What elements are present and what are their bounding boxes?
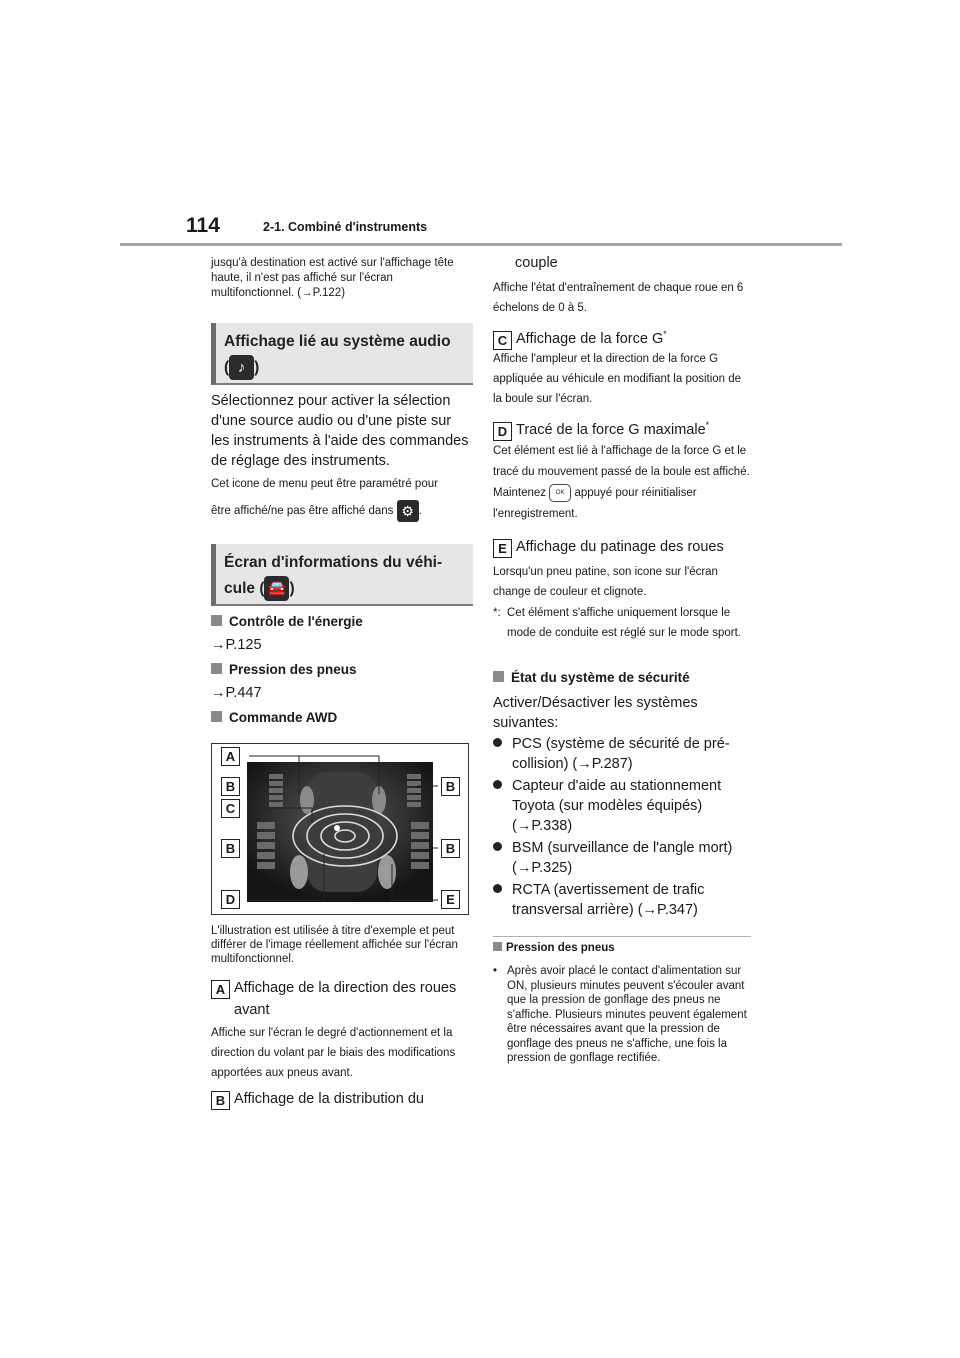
audio-note-line1: Cet icone de menu peut être paramétré pour bbox=[211, 478, 438, 490]
figure-caption: L'illustration est utilisée à titre d'exemple et peut différer de l'image réellement affichée sur l'écran multifonctionnel. bbox=[211, 925, 458, 965]
figure-label-b-bottom-left: B bbox=[221, 839, 240, 858]
intro-text: jusqu'à destination est activé sur l'affichage tête haute, il n'est pas affiché sur l'écran multifonctionnel. (→P.122) bbox=[211, 257, 454, 299]
item-b-body: Affiche l'état d'entraînement de chaque roue en 6 échelons de 0 à 5. bbox=[493, 282, 744, 314]
safety-list bbox=[493, 734, 751, 920]
list-item bbox=[493, 734, 751, 774]
square-bullet-icon bbox=[211, 663, 222, 674]
figure-label-b-top-left: B bbox=[221, 777, 240, 796]
item-d-star: * bbox=[705, 420, 710, 430]
square-bullet-icon bbox=[493, 942, 502, 951]
vehicle-heading-line2 bbox=[224, 576, 467, 602]
item-b-title-line1: Affichage de la distribution du bbox=[234, 1091, 424, 1107]
footnote-mark: *: bbox=[493, 607, 501, 619]
paren-open: ( bbox=[224, 359, 230, 376]
gear-icon: ⚙ bbox=[397, 500, 419, 522]
figure-label-e: E bbox=[441, 890, 460, 909]
audio-note bbox=[211, 474, 473, 522]
vehicle-heading bbox=[211, 544, 473, 606]
tire-ref[interactable]: →P.447 bbox=[211, 685, 262, 701]
energy-title: Contrôle de l'énergie bbox=[229, 614, 363, 629]
item-c-title bbox=[493, 324, 751, 350]
square-bullet-icon bbox=[211, 711, 222, 722]
list-item bbox=[493, 880, 751, 920]
energy-item bbox=[211, 614, 473, 655]
figure-label-c: C bbox=[221, 799, 240, 818]
square-bullet-icon bbox=[493, 671, 504, 682]
tire-item bbox=[211, 662, 473, 703]
item-d-title-text: Tracé de la force G maximale bbox=[516, 421, 706, 438]
vehicle-paren-close: ) bbox=[289, 580, 295, 597]
safety-body: Activer/Désactiver les systèmes suivantes: bbox=[493, 695, 698, 731]
note-body-text: Après avoir placé le contact d'alimentation sur ON, plusieurs minutes peuvent s'écouler avant que la pression de gonflage des pneus ne s'affiche. Plusieurs minutes peuvent également être nécessaires avant que la pression de gonflage des pneus ne s'affiche, une fois la pression de gonflage rectifiée. bbox=[507, 965, 747, 1064]
item-d-body bbox=[493, 441, 751, 525]
bullet-dot-icon bbox=[493, 884, 502, 893]
audio-note-end: . bbox=[418, 505, 422, 518]
item-b-title bbox=[211, 1089, 473, 1110]
label-d-badge: D bbox=[493, 422, 512, 441]
item-e-title-text: Affichage du patinage des roues bbox=[516, 539, 724, 555]
item-b-title-line2: couple bbox=[515, 255, 558, 271]
footnote bbox=[493, 603, 751, 643]
leader-lines bbox=[212, 744, 470, 916]
footnote-text: Cet élément s'affiche uniquement lorsque le mode de conduite est réglé sur le mode sport. bbox=[507, 607, 741, 639]
item-c-body: Affiche l'ampleur et la direction de la force G appliquée au véhicule en modifiant la position de la boule sur l'écran. bbox=[493, 353, 742, 405]
awd-title: Commande AWD bbox=[229, 710, 338, 725]
label-c-badge: C bbox=[493, 331, 512, 350]
audio-heading bbox=[211, 323, 473, 385]
item-a-title-line1: Affichage de la direction des roues bbox=[234, 980, 457, 996]
awd-figure bbox=[211, 743, 469, 915]
item-d-title bbox=[493, 415, 751, 441]
item-a-title bbox=[211, 977, 473, 1021]
bullet-dot-icon bbox=[493, 780, 502, 789]
audio-note-line2 bbox=[211, 500, 473, 522]
safety-item-parking: Capteur d'aide au stationnement Toyota (sur modèles équipés) (→P.338) bbox=[512, 778, 722, 834]
music-note-icon: ♪ bbox=[229, 355, 254, 380]
awd-item bbox=[211, 710, 473, 725]
list-item bbox=[493, 838, 751, 878]
audio-body: Sélectionnez pour activer la sélection d'une source audio ou d'une piste sur les instruments à l'aide des commandes de réglage des instruments. bbox=[211, 393, 469, 469]
item-a-body: Affiche sur l'écran le degré d'actionnement et la direction du volant par le biais des modifications apportées aux pneus avant. bbox=[211, 1027, 456, 1079]
label-a-badge: A bbox=[211, 980, 230, 999]
figure-label-d: D bbox=[221, 890, 240, 909]
safety-title bbox=[493, 670, 751, 685]
section-title: 2-1. Combiné d'instruments bbox=[263, 220, 428, 234]
energy-ref[interactable]: →P.125 bbox=[211, 637, 262, 653]
safety-item-pcs: PCS (système de sécurité de pré-collision) (→P.287) bbox=[512, 736, 730, 772]
paren-close: ) bbox=[254, 359, 260, 376]
label-b-badge: B bbox=[211, 1091, 230, 1110]
note-title-text: Pression des pneus bbox=[506, 942, 615, 954]
safety-title-text: État du système de sécurité bbox=[511, 670, 690, 685]
label-e-badge: E bbox=[493, 539, 512, 558]
square-bullet-icon bbox=[211, 615, 222, 626]
car-info-icon: 🚘 bbox=[264, 576, 289, 601]
figure-label-b-top-right: B bbox=[441, 777, 460, 796]
item-e-body: Lorsqu'un pneu patine, son icone sur l'écran change de couleur et clignote. bbox=[493, 566, 718, 598]
note-bullet: • bbox=[493, 965, 498, 977]
audio-heading-line2 bbox=[224, 355, 467, 381]
item-c-title-text: Affichage de la force G bbox=[516, 330, 664, 347]
ok-button-icon: OK bbox=[549, 484, 571, 502]
item-a-title-line2: avant bbox=[234, 1002, 270, 1018]
figure-label-a: A bbox=[221, 747, 240, 766]
header-rule bbox=[120, 243, 842, 246]
item-e-title bbox=[493, 537, 751, 558]
vehicle-paren-open: cule ( bbox=[224, 580, 265, 597]
list-item bbox=[493, 776, 751, 836]
tire-title: Pression des pneus bbox=[229, 662, 357, 677]
page-number: 114 bbox=[186, 214, 220, 237]
vehicle-heading-line1: Écran d'informations du véhi- bbox=[224, 554, 443, 571]
item-c-star: * bbox=[663, 329, 667, 339]
safety-item-rcta: RCTA (avertissement de trafic transversal arrière) (→P.347) bbox=[512, 882, 705, 918]
audio-heading-line1: Affichage lié au système audio bbox=[224, 333, 451, 350]
figure-label-b-bottom-right: B bbox=[441, 839, 460, 858]
item-d-body-part1: Cet élément est lié à l'affichage de la force G et le tracé du mouvement passé de la boule est affiché. Maintenez bbox=[493, 445, 750, 499]
item-d-body-part2: appuyé pour réinitialiser l'enregistrement. bbox=[493, 487, 697, 520]
note-rule bbox=[493, 936, 751, 937]
bullet-dot-icon bbox=[493, 842, 502, 851]
audio-note-line2-text: être affiché/ne pas être affiché dans bbox=[211, 505, 394, 518]
bullet-dot-icon bbox=[493, 738, 502, 747]
note-body bbox=[493, 964, 751, 1066]
note-title bbox=[493, 942, 751, 954]
safety-item-bsm: BSM (surveillance de l'angle mort) (→P.325) bbox=[512, 840, 733, 876]
